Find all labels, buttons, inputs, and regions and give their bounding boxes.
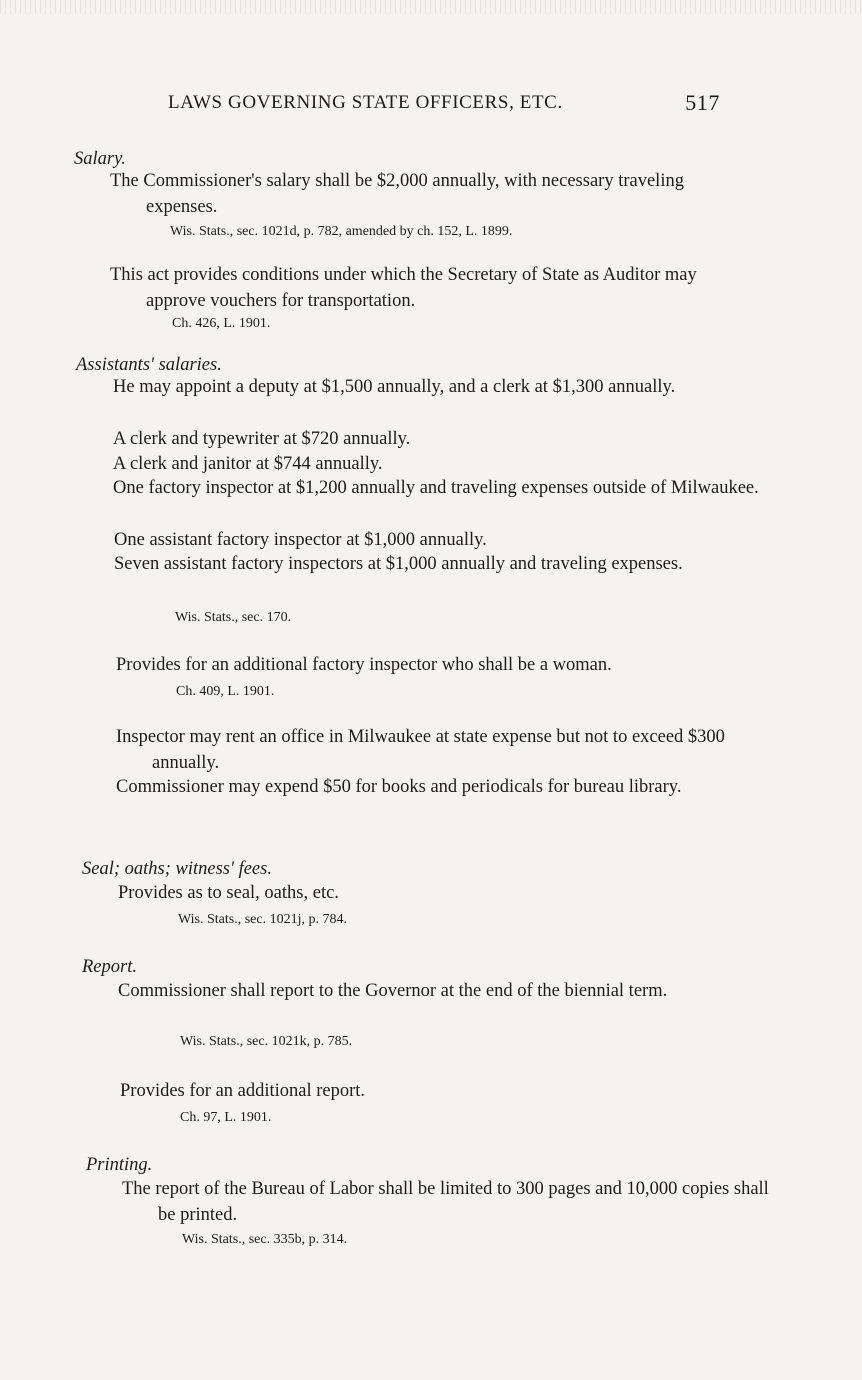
list-item: A clerk and janitor at $744 annually. xyxy=(113,454,383,474)
salary-text: The Commissioner's salary shall be $2,000 annually, with necessary traveling expenses. xyxy=(110,171,684,217)
assistants-citation: Wis. Stats., sec. 170. xyxy=(175,610,292,625)
salary-citation: Wis. Stats., sec. 1021d, p. 782, amended by ch. 152, L. 1899. xyxy=(170,224,513,239)
section-heading-seal: Seal; oaths; witness' fees. xyxy=(82,859,272,879)
salary-citation-2: Ch. 426, L. 1901. xyxy=(172,316,271,331)
report-text: Commissioner shall report to the Governor at the end of the biennial term. xyxy=(118,981,668,1001)
list-item: One factory inspector at $1,200 annually and traveling expenses outside of Milwaukee. xyxy=(113,478,759,498)
salary-text-2: This act provides conditions under which the Secretary of State as Auditor may approve vouchers for transportation. xyxy=(110,265,697,311)
printing-citation: Wis. Stats., sec. 335b, p. 314. xyxy=(182,1232,348,1247)
list-item: Seven assistant factory inspectors at $1,000 annually and traveling expenses. xyxy=(114,554,683,574)
list-item: He may appoint a deputy at $1,500 annually, and a clerk at $1,300 annually. xyxy=(113,377,676,397)
section-heading-report: Report. xyxy=(82,957,137,977)
seal-citation: Wis. Stats., sec. 1021j, p. 784. xyxy=(178,912,347,927)
report-text-2: Provides for an additional report. xyxy=(120,1081,366,1101)
assistants-text-3: Inspector may rent an office in Milwaukee at state expense but not to exceed $300 annually. xyxy=(116,727,725,773)
page-number: 517 xyxy=(685,90,720,115)
section-heading-salary: Salary. xyxy=(74,149,126,169)
scan-edge xyxy=(0,0,862,14)
section-heading-printing: Printing. xyxy=(86,1155,153,1175)
assistants-text-4: Commissioner may expend $50 for books and periodicals for bureau library. xyxy=(116,777,682,797)
seal-text: Provides as to seal, oaths, etc. xyxy=(118,883,339,903)
section-heading-assistants: Assistants' salaries. xyxy=(76,355,222,375)
report-citation: Wis. Stats., sec. 1021k, p. 785. xyxy=(180,1034,353,1049)
report-citation-2: Ch. 97, L. 1901. xyxy=(180,1110,272,1125)
assistants-citation-2: Ch. 409, L. 1901. xyxy=(176,684,275,699)
list-item: One assistant factory inspector at $1,000 annually. xyxy=(114,530,487,550)
printing-text: The report of the Bureau of Labor shall be limited to 300 pages and 10,000 copies shall be printed. xyxy=(122,1179,769,1225)
header-title: LAWS GOVERNING STATE OFFICERS, ETC. xyxy=(168,92,563,113)
list-item: A clerk and typewriter at $720 annually. xyxy=(113,429,411,449)
assistants-text-2: Provides for an additional factory inspector who shall be a woman. xyxy=(116,655,612,675)
